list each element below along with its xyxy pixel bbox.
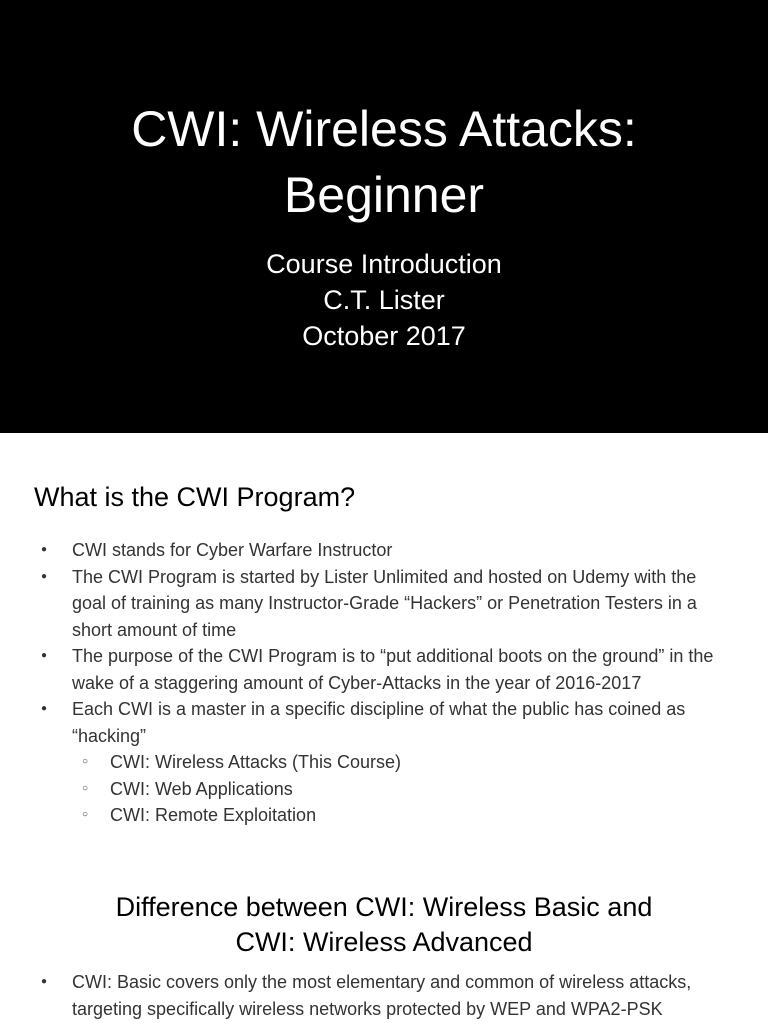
sub-list-item: ○ CWI: Remote Exploitation [72,802,734,829]
program-bullet-list [34,537,734,829]
sub-list-item: ○ CWI: Wireless Attacks (This Course) [72,749,734,776]
list-item-text: Each CWI is a master in a specific discipline of what the public has coined as “hacking” [72,699,686,746]
title-slide [0,0,768,433]
sub-list-item: ○ CWI: Web Applications [72,776,734,803]
course-title [0,96,768,228]
list-item: ● CWI stands for Cyber Warfare Instructor [34,537,734,564]
list-item: ● The purpose of the CWI Program is to “put additional boots on the ground” in the wake of a staggering amount of Cyber-Attacks in the year of 2016-2017 [34,643,734,696]
difference-bullet-list [34,969,754,1022]
difference-heading-line-1: Difference between CWI: Wireless Basic and [115,892,653,922]
difference-heading-line-2: CWI: Wireless Advanced [235,927,533,957]
list-item: ● CWI: Basic covers only the most elementary and common of wireless attacks, targeting specifically wireless networks protected by WEP and WPA2-PSK [34,969,754,1022]
title-slide-subtitle [0,246,768,354]
list-item-with-sublist [34,696,734,829]
cwi-course-sublist [72,749,734,829]
difference-heading [0,890,768,960]
course-title-line-2: Beginner [283,167,485,223]
content-slides [0,433,768,1024]
subtitle-text: Course Introduction [266,249,502,279]
author-name: C.T. Lister [323,285,445,315]
course-date: October 2017 [302,321,466,351]
course-title-line-1: CWI: Wireless Attacks: [131,101,637,157]
program-heading: What is the CWI Program? [34,482,356,512]
list-item: ● The CWI Program is started by Lister Unlimited and hosted on Udemy with the goal of training as many Instructor-Grade “Hackers” or Penetration Testers in a short amount of time [34,564,734,644]
